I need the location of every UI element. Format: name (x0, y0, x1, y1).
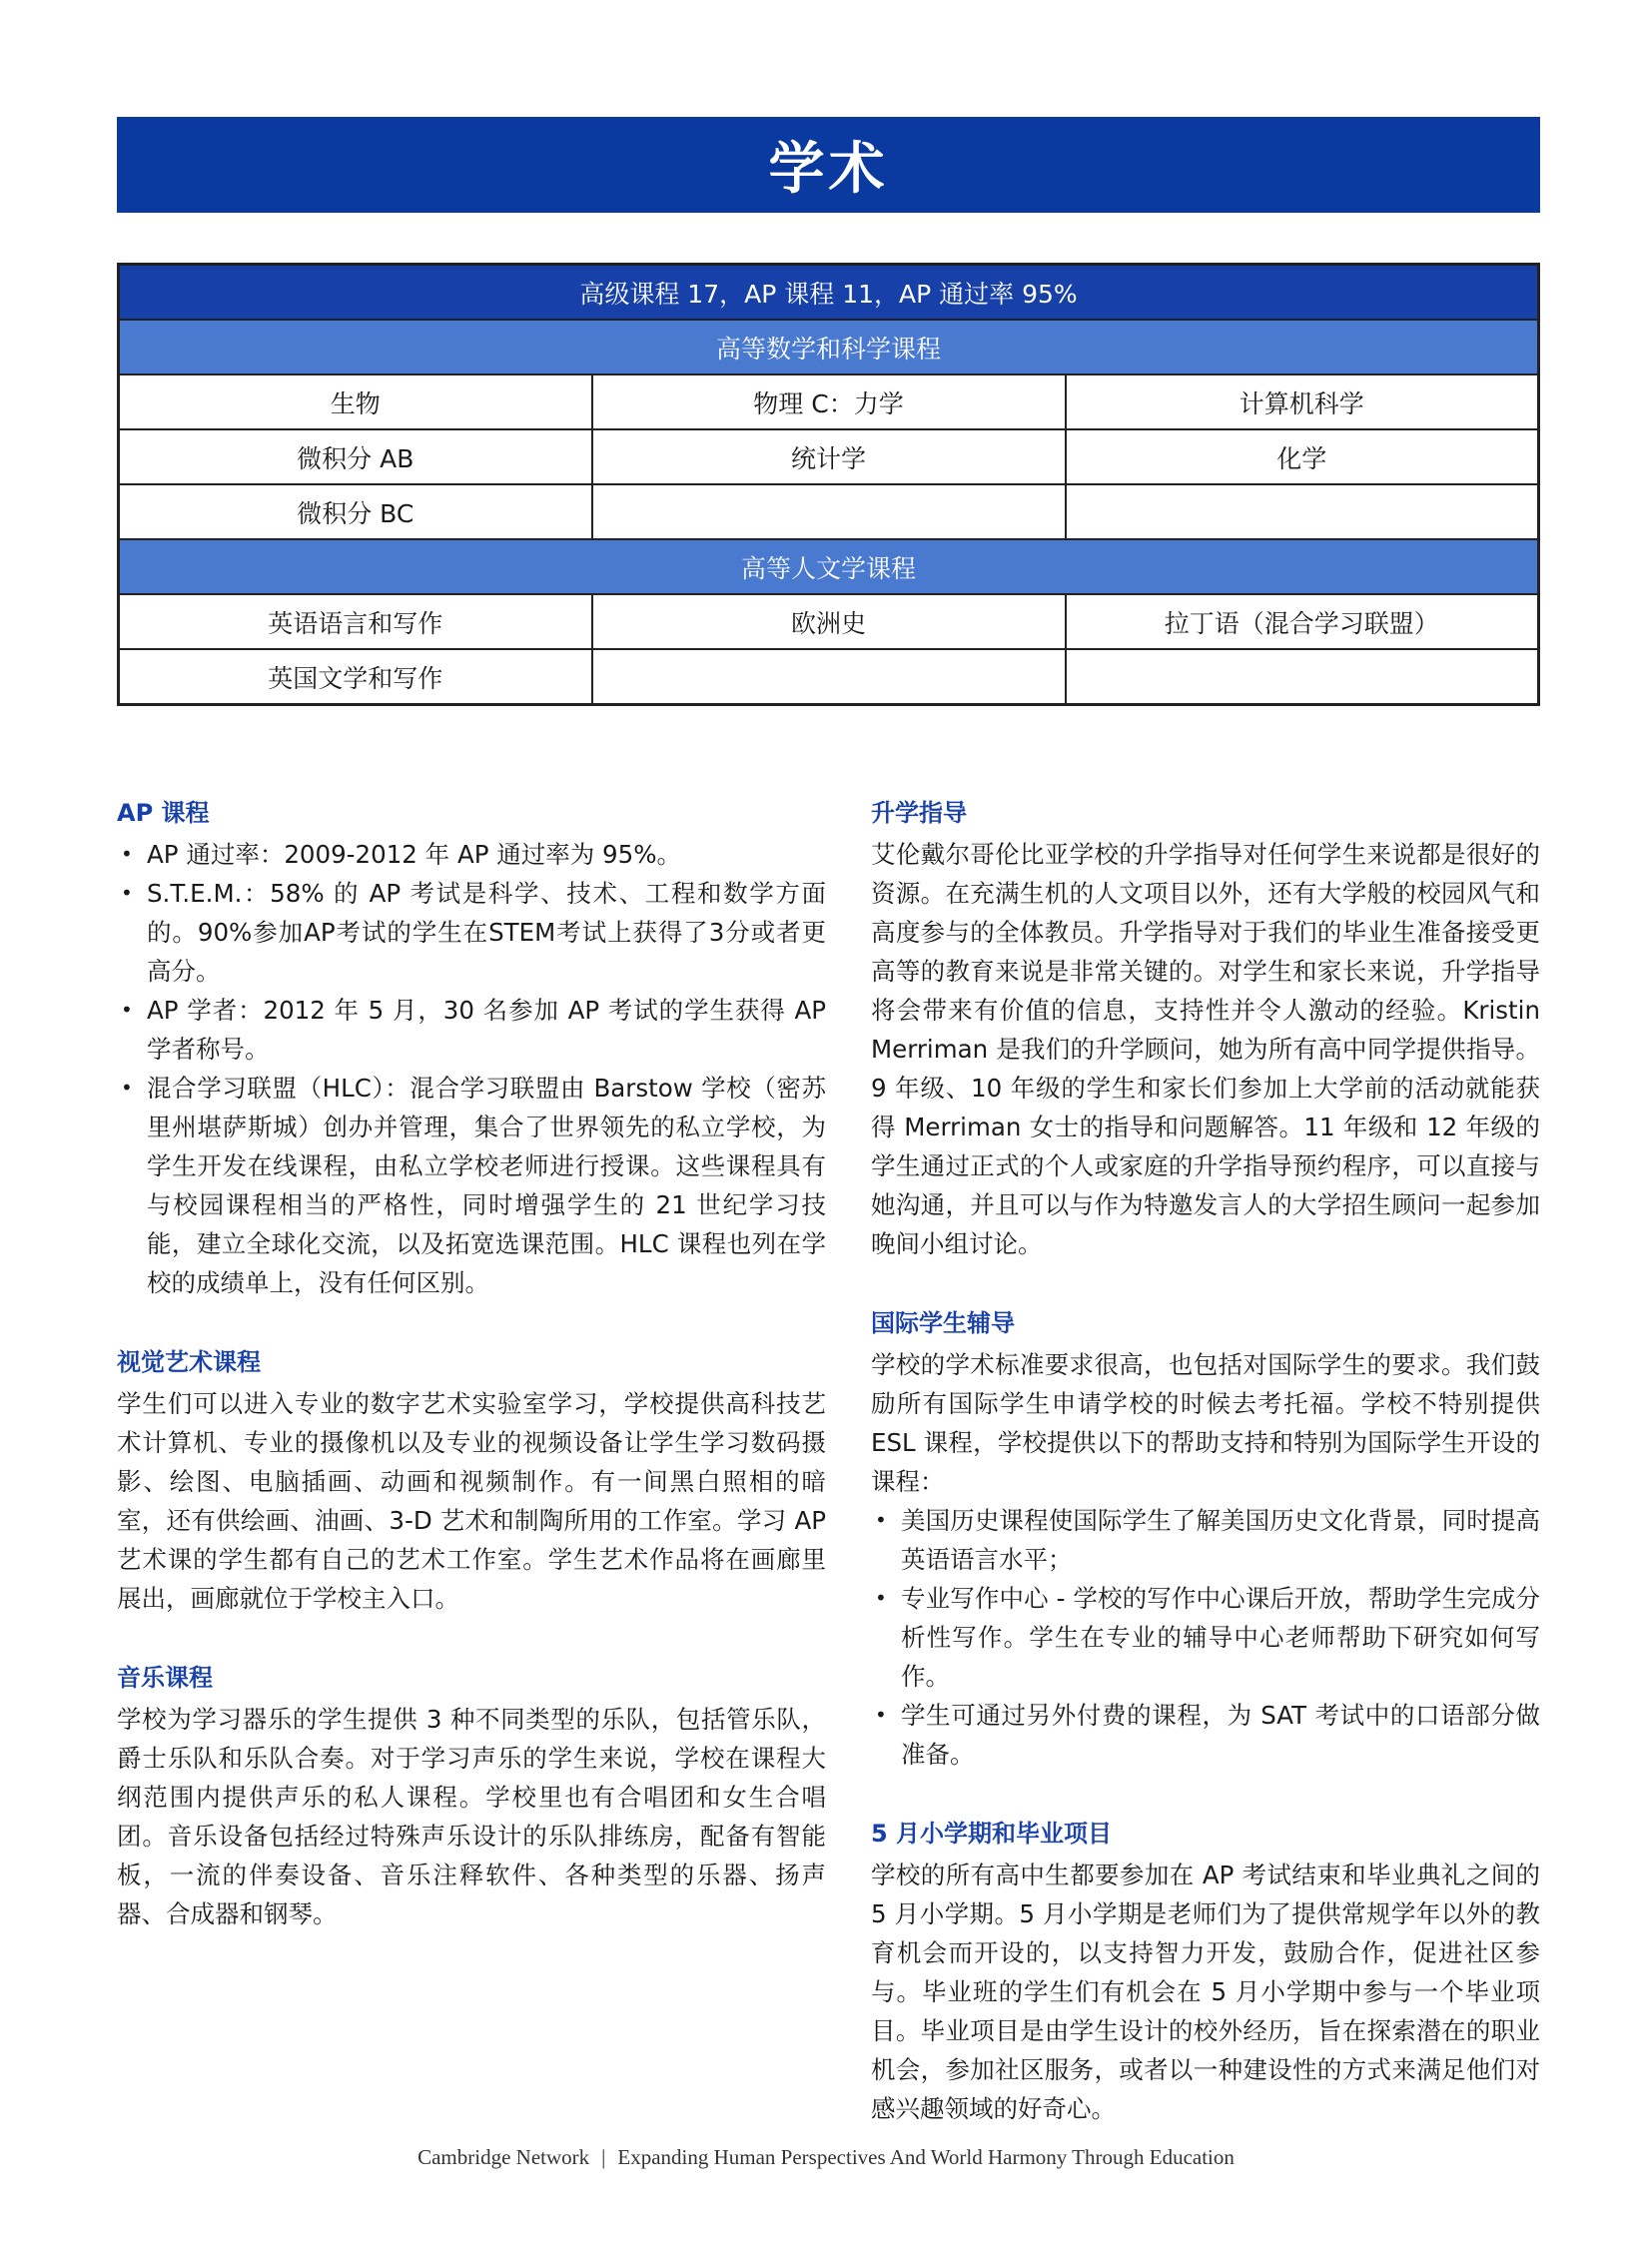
table-cell: 微积分 AB (119, 429, 592, 484)
table-cell: 微积分 BC (119, 484, 592, 539)
list-item-text: AP 通过率：2009-2012 年 AP 通过率为 95%。 (147, 840, 682, 869)
table-cell (1066, 649, 1539, 705)
college-heading: 升学指导 (871, 799, 967, 827)
table-cell: 计算机科学 (1066, 374, 1539, 429)
may-term-text: 学校的所有高中生都要参加在 AP 考试结束和毕业典礼之间的 5 月小学期。5 月小学期是老师们为了提供常规学年以外的教育机会而开设的，以支持智力开发，鼓励合作，促进社区参与。毕业班的学生们有机会在 5 月小学期中参与一个毕业项目。毕业项目是由学生设计的校外经历，旨在探索潜在的职业机会，参加社区服务，或者以一种建设性的方式来满足他们对感兴趣领域的好奇心。 (871, 1861, 1540, 2123)
math-science-section-header: 高等数学和科学课程 (119, 320, 1539, 374)
list-item-text: 美国历史课程使国际学生了解美国历史文化背景，同时提高英语语言水平； (901, 1506, 1540, 1574)
international-text: 学校的学术标准要求很高，也包括对国际学生的要求。我们鼓励所有国际学生申请学校的时候去考托福。学校不特别提供 ESL 课程，学校提供以下的帮助支持和特别为国际学生开设的课程： (871, 1350, 1540, 1496)
table-cell: 英语语言和写作 (119, 594, 592, 649)
college-section (871, 797, 1540, 1263)
footer-org: Cambridge Network (417, 2145, 590, 2169)
list-item-text: AP 学者：2012 年 5 月，30 名参加 AP 考试的学生获得 AP 学者称号。 (147, 996, 826, 1064)
ap-list (117, 835, 826, 1302)
visual-arts-text: 学生们可以进入专业的数字艺术实验室学习，学校提供高科技艺术计算机、专业的摄像机以及专业的视频设备让学生学习数码摄影、绘图、电脑插画、动画和视频制作。有一间黑白照相的暗室，还有供绘画、油画、3-D 艺术和制陶所用的工作室。学习 AP 艺术课的学生都有自己的艺术工作室。学生艺术作品将在画廊里展出，画廊就位于学校主入口。 (117, 1389, 826, 1613)
footer-separator: | (601, 2145, 606, 2169)
table-cell: 拉丁语（混合学习联盟） (1066, 594, 1539, 649)
list-item (117, 991, 826, 1069)
bullet-icon: • (121, 842, 133, 866)
table-cell (592, 649, 1066, 705)
list-item-text: 混合学习联盟（HLC）：混合学习联盟由 Barstow 学校（密苏里州堪萨斯城）创办并管理，集合了世界领先的私立学校，为学生开发在线课程，由私立学校老师进行授课。这些课程具有与校园课程相当的严格性，同时增强学生的 21 世纪学习技能，建立全球化交流，以及拓宽选课范围。HLC 课程也列在学校的成绩单上，没有任何区别。 (147, 1074, 826, 1297)
list-item (871, 1696, 1540, 1774)
college-text: 艾伦戴尔哥伦比亚学校的升学指导对任何学生来说都是很好的资源。在充满生机的人文项目以外，还有大学般的校园风气和高度参与的全体教员。升学指导对于我们的毕业生准备接受更高等的教育来说是非常关键的。对学生和家长来说，升学指导将会带来有价值的信息，支持性并令人激动的经验。Kristin Merriman 是我们的升学顾问，她为所有高中同学提供指导。9 年级、10 年级的学生和家长们参加上大学前的活动就能获得 Merriman 女士的指导和问题解答。11 年级和 12 年级的学生通过正式的个人或家庭的升学指导预约程序，可以直接与她沟通，并且可以与作为特邀发言人的大学招生顾问一起参加晚间小组讨论。 (871, 840, 1540, 1258)
page-title: 学术 (117, 117, 1540, 213)
bullet-icon: • (875, 1586, 887, 1610)
footer (0, 2145, 1652, 2170)
table-cell: 物理 C：力学 (592, 374, 1066, 429)
international-list (871, 1501, 1540, 1774)
may-term-section (871, 1818, 1540, 2128)
table-row (119, 429, 1539, 484)
international-heading: 国际学生辅导 (871, 1309, 1015, 1337)
bullet-icon: • (121, 998, 133, 1022)
music-heading: 音乐课程 (117, 1664, 213, 1692)
list-item (871, 1501, 1540, 1579)
list-item (117, 1069, 826, 1302)
table-cell: 化学 (1066, 429, 1539, 484)
table-cell: 统计学 (592, 429, 1066, 484)
list-item-text: 学生可通过另外付费的课程，为 SAT 考试中的口语部分做准备。 (901, 1701, 1540, 1769)
list-item (117, 835, 826, 874)
list-item-text: 专业写作中心 - 学校的写作中心课后开放，帮助学生完成分析性写作。学生在专业的辅导中心老师帮助下研究如何写作。 (901, 1584, 1540, 1691)
music-section (117, 1662, 826, 1933)
visual-arts-section (117, 1346, 826, 1618)
table-row (119, 374, 1539, 429)
humanities-section-header: 高等人文学课程 (119, 539, 1539, 594)
course-stats: 高级课程 17，AP 课程 11，AP 通过率 95% (119, 265, 1539, 321)
course-table (117, 263, 1540, 706)
bullet-icon: • (121, 1076, 133, 1100)
table-cell (592, 484, 1066, 539)
table-row (119, 649, 1539, 705)
list-item-text: S.T.E.M.：58% 的 AP 考试是科学、技术、工程和数学方面的。90%参加AP考试的学生在STEM考试上获得了3分或者更高分。 (147, 879, 826, 986)
table-cell: 欧洲史 (592, 594, 1066, 649)
list-item (871, 1579, 1540, 1696)
bullet-icon: • (875, 1508, 887, 1532)
list-item (117, 874, 826, 991)
table-row (119, 484, 1539, 539)
ap-section (117, 797, 826, 1302)
bullet-icon: • (121, 881, 133, 905)
table-cell: 生物 (119, 374, 592, 429)
music-text: 学校为学习器乐的学生提供 3 种不同类型的乐队，包括管乐队，爵士乐队和乐队合奏。对于学习声乐的学生来说，学校在课程大纲范围内提供声乐的私人课程。学校里也有合唱团和女生合唱团。音乐设备包括经过特殊声乐设计的乐队排练房，配备有智能板，一流的伴奏设备、音乐注释软件、各种类型的乐器、扬声器、合成器和钢琴。 (117, 1705, 826, 1928)
footer-tagline: Expanding Human Perspectives And World Harmony Through Education (617, 2145, 1235, 2169)
table-row (119, 594, 1539, 649)
international-section (871, 1307, 1540, 1774)
table-cell: 英国文学和写作 (119, 649, 592, 705)
right-column (871, 797, 1540, 2172)
visual-arts-heading: 视觉艺术课程 (117, 1348, 261, 1376)
bullet-icon: • (875, 1703, 887, 1727)
table-cell (1066, 484, 1539, 539)
may-term-heading: 5 月小学期和毕业项目 (871, 1820, 1113, 1848)
ap-heading: AP 课程 (117, 799, 210, 827)
left-column (117, 797, 826, 1977)
